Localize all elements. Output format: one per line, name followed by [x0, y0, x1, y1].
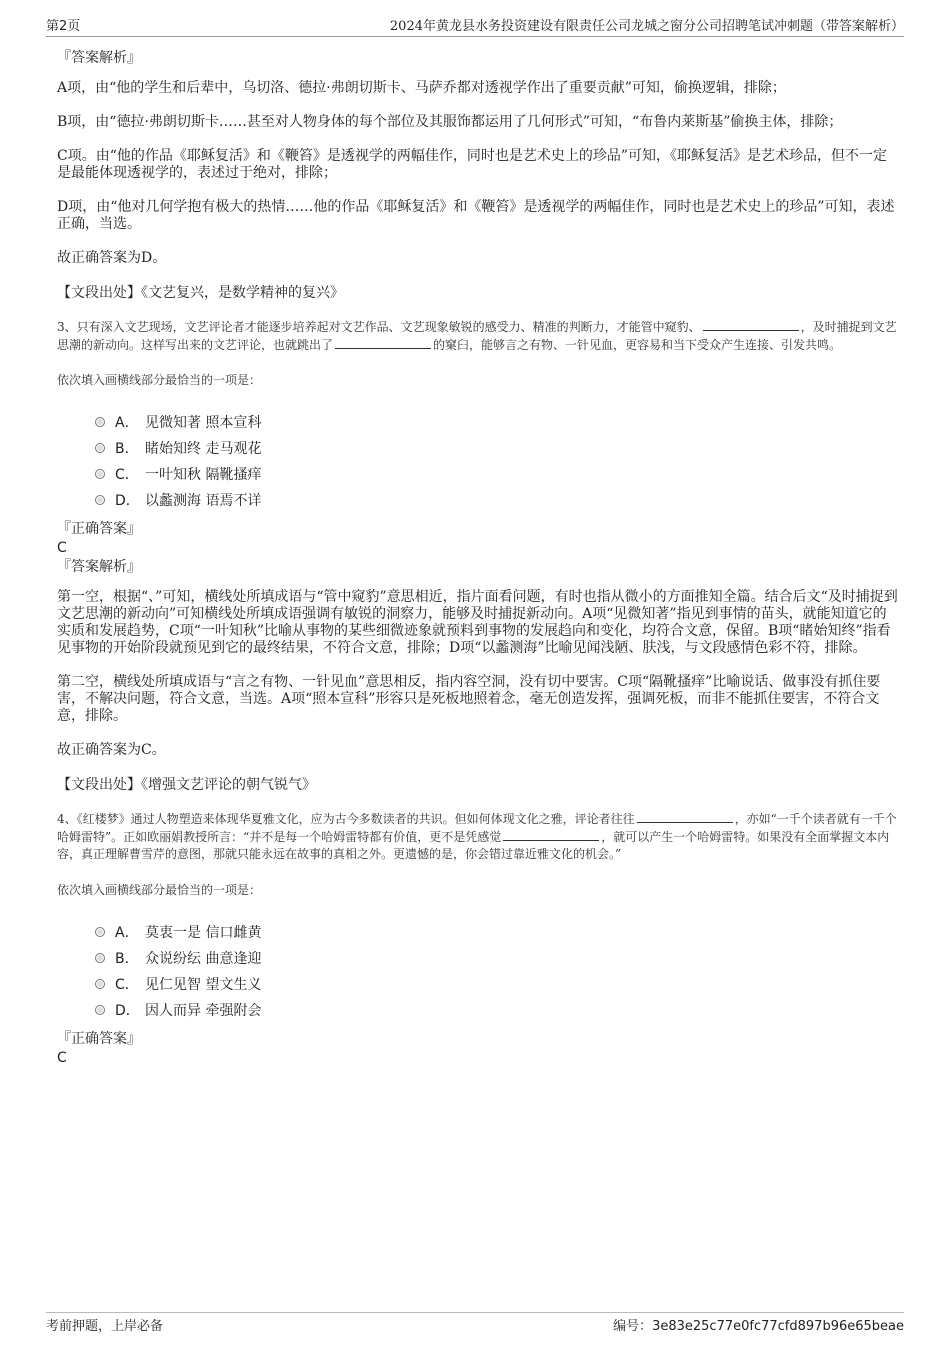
q4-option-b[interactable] — [95, 945, 900, 971]
radio-icon[interactable] — [95, 443, 105, 453]
option-letter: A． — [115, 415, 139, 431]
q3-stem-part2: ，及时捕捉到文艺思潮的新动向。这样写出来的文艺评论，也就跳出了 — [57, 320, 897, 352]
q3-analysis-label: 『答案解析』 — [57, 559, 141, 575]
q4-option-d[interactable] — [95, 997, 900, 1023]
q3-option-a[interactable] — [95, 409, 900, 435]
q4-stem-part3: ，就可以产生一个哈姆雷特。如果没有全面掌握文本内容，真正理解曹雪芹的意图，那就只能永远在故事的真相之外。更遗憾的是，你会错过靠近雅文化的机会。” — [57, 829, 890, 861]
option-letter: B． — [115, 441, 139, 457]
option-text: 见仁见智 望文生义 — [145, 976, 262, 993]
option-letter: C． — [115, 467, 139, 483]
document-title: 2024年黄龙县水务投资建设有限责任公司龙城之窗分公司招聘笔试冲刺题（带答案解析） — [389, 19, 904, 34]
q3-source: 【文段出处】《增强文艺评论的朝气锐气》 — [57, 777, 316, 793]
option-letter: A． — [115, 924, 139, 941]
option-text: 众说纷纭 曲意逢迎 — [145, 950, 262, 967]
q3-correct-label: 『正确答案』 — [57, 521, 141, 537]
q4-option-c[interactable] — [95, 971, 900, 997]
q3-stem-part1: 3、只有深入文艺现场，文艺评论者才能逐步培养起对文艺作品、文艺现象敏锐的感受力、精准的判断力，才能管中窥豹、 — [57, 320, 701, 334]
q3-blank-1 — [703, 319, 799, 331]
radio-icon[interactable] — [95, 979, 105, 989]
q2-analysis-d: D项，由“他对几何学抱有极大的热情……他的作品《耶稣复活》和《鞭笞》是透视学的两幅佳作，同时也是艺术史上的珍品”可知，表述正确，当选。 — [57, 199, 895, 232]
page-number: 第2页 — [46, 19, 81, 34]
radio-icon[interactable] — [95, 1005, 105, 1015]
option-letter: C． — [115, 976, 139, 993]
option-text: 以蠡测海 语焉不详 — [145, 493, 262, 509]
option-text: 莫衷一是 信口雌黄 — [145, 924, 262, 941]
q3-option-b[interactable] — [95, 435, 900, 461]
q2-source: 【文段出处】《文艺复兴，是数学精神的复兴》 — [57, 285, 344, 301]
page-content — [57, 48, 900, 1067]
q2-analysis-c: C项。由“他的作品《耶稣复活》和《鞭笞》是透视学的两幅佳作，同时也是艺术史上的珍品”可知，《耶稣复活》是艺术珍品，但不一定是最能体现透视学的，表述过于绝对，排除； — [57, 148, 888, 181]
q4-correct-label: 『正确答案』 — [57, 1030, 141, 1047]
q2-analysis-b: B项，由“德拉·弗朗切斯卡……甚至对人物身体的每个部位及其服饰都运用了几何形式”可知，“布鲁内莱斯基”偷换主体，排除； — [57, 114, 843, 130]
q4-stem — [57, 811, 900, 864]
q4-stem-part1: 4、《红楼梦》通过人物塑造来体现华夏雅文化，应为古今多数读者的共识。但如何体现文化之雅，评论者往往 — [57, 812, 635, 826]
option-letter: B． — [115, 950, 139, 967]
q3-answer: C — [57, 540, 67, 556]
q4-answer: C — [57, 1049, 67, 1066]
option-text: 因人而异 牵强附会 — [145, 1002, 262, 1019]
q2-conclusion: 故正确答案为D。 — [57, 250, 167, 266]
q3-stem — [57, 319, 900, 354]
q3-stem-part3: 的窠臼，能够言之有物、一针见血，更容易和当下受众产生连接、引发共鸣。 — [433, 337, 842, 352]
page-footer — [46, 1312, 904, 1334]
q4-stem-part2: ，亦如“一千个读者就有一千个哈姆雷特”。正如欧丽娟教授所言：“并不是每一个哈姆雷特都有价值，更不是凭感觉 — [57, 812, 897, 844]
radio-icon[interactable] — [95, 495, 105, 505]
q3-option-c[interactable] — [95, 461, 900, 487]
option-letter: D． — [115, 1002, 140, 1019]
radio-icon[interactable] — [95, 417, 105, 427]
q4-blank-2 — [503, 829, 599, 841]
radio-icon[interactable] — [95, 953, 105, 963]
q4-blank-1 — [637, 811, 733, 823]
q3-conclusion: 故正确答案为C。 — [57, 742, 166, 758]
q2-analysis-a: A项，由“他的学生和后辈中，乌切洛、德拉·弗朗切斯卡、马萨乔都对透视学作出了重要贡献”可知，偷换逻辑，排除； — [57, 80, 786, 96]
q3-blank-2 — [335, 337, 431, 349]
q4-options — [95, 919, 900, 1023]
footer-serial: 编号：3e83e25c77e0fc77cfd897b96e65beae — [613, 1319, 904, 1334]
q4-option-a[interactable] — [95, 919, 900, 945]
option-text: 见微知著 照本宣科 — [145, 415, 262, 431]
option-text: 一叶知秋 隔靴搔痒 — [145, 467, 262, 483]
option-letter: D． — [115, 493, 140, 509]
q4-prompt: 依次填入画横线部分最恰当的一项是： — [57, 882, 262, 897]
q3-analysis-1: 第一空，根据“、”可知，横线处所填成语与“管中窥豹”意思相近，指片面看问题，有时也指从微小的方面推知全篇。结合后文“及时捕捉到文艺思潮的新动向”可知横线处所填成语强调有敏锐的洞察力，能够及时捕捉新动向。A项“见微知著”指见到事情的苗头，就能知道它的实质和发展趋势，C项“一叶知秋”比喻从事物的某些细微迹象就预料到事物的发展趋向和变化，均符合文意，保留。B项“睹始知终”指看见事物的开始阶段就预见到它的最终结果，不符合文意，排除；D项“以蠡测海”比喻见闻浅陋、肤浅，与文段感情色彩不符，排除。 — [57, 589, 898, 656]
q3-analysis-2: 第二空，横线处所填成语与“言之有物、一针见血”意思相反，指内容空洞，没有切中要害。C项“隔靴搔痒”比喻说话、做事没有抓住要害，不解决问题，符合文意，当选。A项“照本宣科”形容只是死板地照着念，毫无创造发挥，强调死板，而非不能抓住要害，不符合文意，排除。 — [57, 674, 881, 724]
radio-icon[interactable] — [95, 927, 105, 937]
q3-option-d[interactable] — [95, 487, 900, 513]
footer-slogan: 考前押题，上岸必备 — [46, 1319, 164, 1334]
page-header — [46, 14, 904, 37]
option-text: 睹始知终 走马观花 — [145, 441, 262, 457]
q3-options — [95, 409, 900, 513]
q3-prompt: 依次填入画横线部分最恰当的一项是： — [57, 373, 262, 387]
radio-icon[interactable] — [95, 469, 105, 479]
q2-analysis-label: 『答案解析』 — [57, 50, 141, 66]
